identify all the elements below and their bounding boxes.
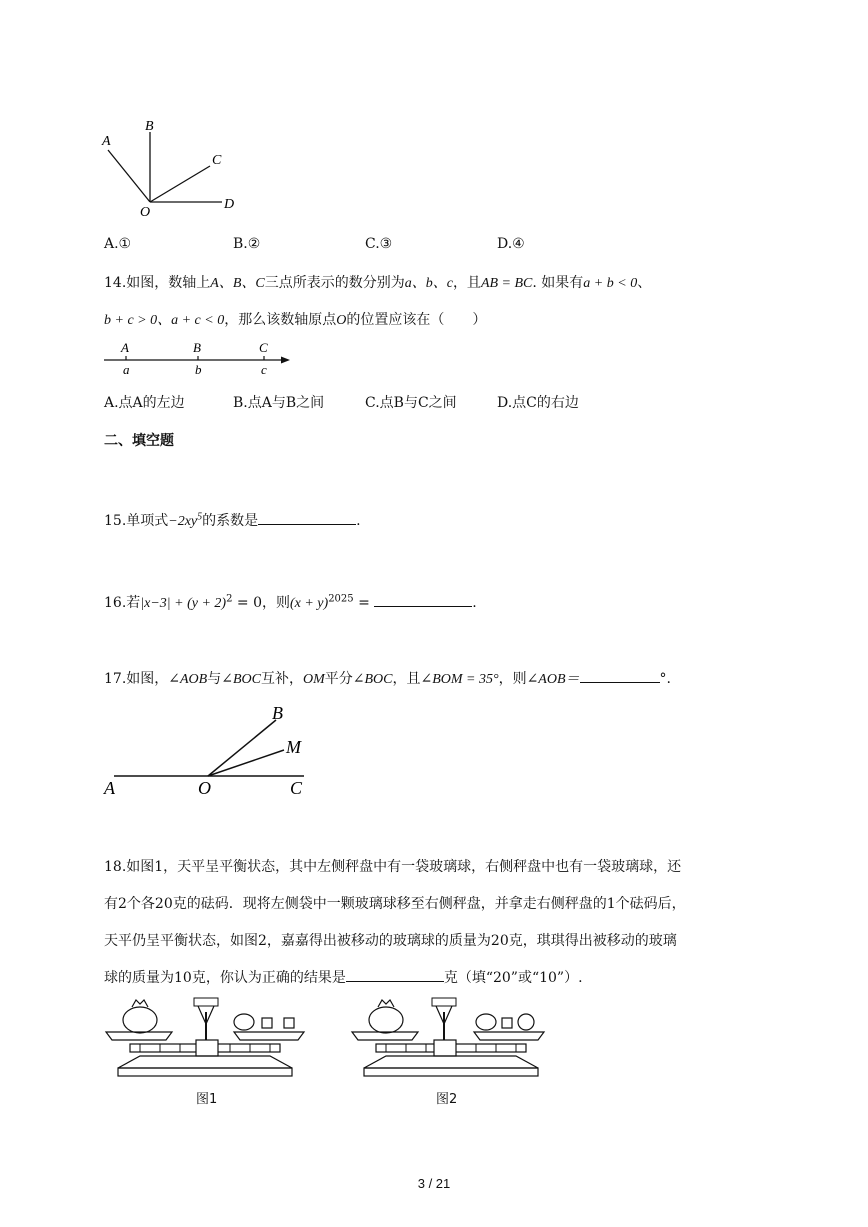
q16-exponent: 2	[226, 593, 233, 605]
q15-text: 的系数是	[202, 513, 259, 529]
q17-angle: ∠AOB	[168, 672, 208, 687]
q14-text: 如图，数轴上	[126, 275, 211, 291]
q14-axis-b-upper: B	[193, 340, 201, 355]
q17-angle: ∠BOC	[352, 672, 393, 687]
q13-angle-figure	[96, 110, 256, 220]
q17-label-a: A	[104, 778, 115, 798]
q14-text: ，那么该数轴原点	[224, 312, 337, 328]
q16-expression: |x−3| + (y + 2)	[140, 596, 227, 611]
q18-line-2: 有2个各20克的砝码．现将左侧袋中一颗玻璃球移至右侧秤盘，并拿走右侧秤盘的1个砝码后，	[104, 896, 686, 912]
q14-equation: AB = BC	[480, 276, 533, 291]
q18-text: 球的质量为10克，你认为正确的结果是	[104, 970, 346, 986]
q14-condition: b + c > 0、a + c < 0	[104, 313, 225, 328]
q17-label-m: M	[286, 737, 301, 757]
q14-text: 的位置应该在（ ）	[346, 312, 487, 328]
q18-line-1: 18.如图1，天平呈平衡状态，其中左侧秤盘中有一袋玻璃球，右侧秤盘中也有一袋玻璃球，还	[104, 859, 682, 875]
q14-axis-c-lower: c	[261, 362, 267, 377]
q18-answer-blank[interactable]	[346, 967, 444, 982]
q13-option-c: C.③	[365, 236, 393, 252]
q17-answer-blank[interactable]	[580, 668, 660, 683]
q17-text: 互补，	[260, 671, 303, 687]
q14-line-2	[104, 309, 486, 329]
q17-angle-figure	[100, 700, 320, 804]
q16-text: 16.若	[104, 595, 141, 611]
q14-condition: a + b < 0	[583, 276, 638, 291]
q17-text: ，则	[498, 671, 527, 687]
q14-text: . 如果有	[532, 275, 584, 291]
q15-line	[104, 510, 361, 530]
q17-text: °.	[659, 671, 671, 687]
figure-1-caption: 图1	[196, 1092, 218, 1107]
q17-line	[104, 668, 671, 688]
q17-text: 与	[207, 671, 222, 687]
q17-ray: OM	[302, 672, 325, 687]
q13-option-d: D.④	[497, 236, 525, 252]
q16-text: .	[472, 595, 477, 611]
q17-text: ，且	[392, 671, 421, 687]
balance-figure-2	[346, 994, 556, 1086]
q15-text: .	[356, 513, 361, 529]
q18-line-4	[104, 967, 583, 987]
q16-expression: (x + y)	[289, 596, 329, 611]
q15-expression: −2xy	[168, 514, 198, 529]
q14-number: 14.	[104, 275, 127, 291]
q14-axis-c-upper: C	[259, 340, 268, 355]
q14-option-a: A.点A的左边	[104, 395, 185, 411]
q17-angle: ∠BOM = 35°	[420, 672, 499, 687]
q17-label-o: O	[198, 778, 211, 798]
q14-option-d: D.点C的右边	[497, 395, 579, 411]
q17-text: 17.如图，	[104, 671, 169, 687]
q14-number-line	[98, 336, 298, 380]
q17-label-b: B	[272, 703, 283, 723]
q13-option-a: A.①	[104, 236, 132, 252]
q14-text: ，且	[452, 275, 481, 291]
q14-origin: O	[336, 313, 347, 328]
q16-text: = 0，则	[232, 595, 290, 611]
q16-line	[104, 592, 477, 612]
q13-label-d: D	[224, 197, 235, 212]
q16-exponent: 2025	[328, 593, 354, 605]
q14-axis-a-upper: A	[121, 340, 129, 355]
balance-figure-1	[100, 994, 310, 1086]
q13-label-o: O	[140, 205, 151, 220]
q17-angle: ∠AOB＝	[526, 672, 580, 687]
q14-line-1	[104, 272, 651, 292]
q14-text: 三点所表示的数分别为	[264, 275, 405, 291]
section-title: 二、填空题	[104, 433, 174, 449]
q14-text: 、	[637, 275, 652, 291]
q14-points: A、B、C	[210, 276, 265, 291]
q14-axis-a-lower: a	[123, 362, 130, 377]
q14-option-c: C.点B与C之间	[365, 395, 457, 411]
q14-axis-b-lower: b	[195, 362, 202, 377]
q16-text: =	[353, 595, 375, 611]
q17-angle: ∠BOC	[221, 672, 261, 687]
q18-line-3: 天平仍呈平衡状态，如图2，嘉嘉得出被移动的玻璃球的质量为20克，琪琪得出被移动的玻璃	[104, 933, 677, 949]
q18-text: 克（填“20”或“10”）.	[443, 970, 583, 986]
q14-option-b: B.点A与B之间	[233, 395, 325, 411]
q17-label-c: C	[290, 778, 303, 798]
page-number: 3 / 21	[417, 1176, 451, 1191]
q15-text: 15.单项式	[104, 513, 169, 529]
figure-2-caption: 图2	[436, 1092, 458, 1107]
q13-label-b: B	[145, 119, 154, 134]
q16-answer-blank[interactable]	[374, 592, 472, 607]
q14-values: a、b、c	[404, 276, 453, 291]
q17-text: 平分	[324, 671, 353, 687]
q13-label-c: C	[212, 153, 222, 168]
q13-option-b: B.②	[233, 236, 261, 252]
q15-answer-blank[interactable]	[258, 510, 356, 525]
q13-label-a: A	[102, 134, 111, 149]
q15-exponent: 5	[197, 511, 203, 523]
